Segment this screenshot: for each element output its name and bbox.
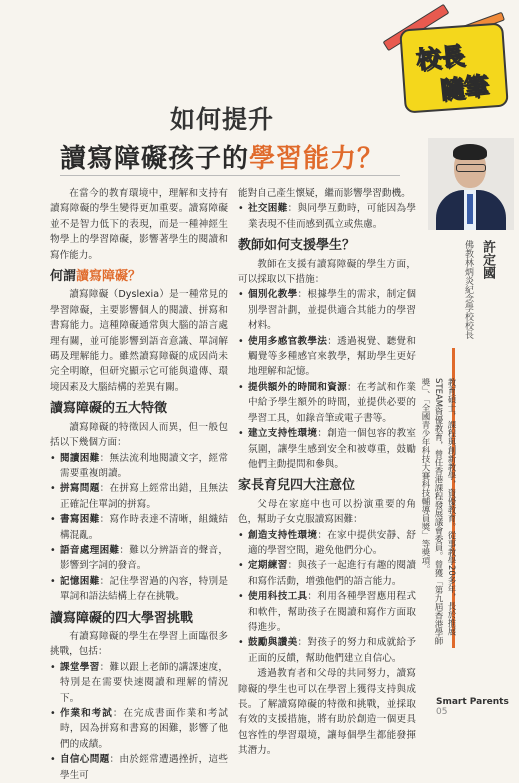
item-label: 閱讀困難 [60, 452, 100, 464]
list-item [50, 481, 228, 512]
item-label: 社交困難 [248, 203, 288, 215]
list-item [238, 426, 416, 472]
item-label: 使用科技工具 [248, 591, 308, 603]
challenges-list [50, 660, 228, 783]
list-item [50, 574, 228, 605]
section-heading-teachers [238, 238, 416, 253]
item-text: ：利用各種學習應用程式和軟件，幫助孩子在閱讀和寫作方面取得進步。 [248, 591, 417, 633]
continued-text: 能對自己產生懷疑，繼而影響學習動機。 [238, 188, 411, 199]
magazine-name: Smart Parents [436, 697, 509, 707]
item-text: ：在家中提供安靜、舒適的學習空間，避免他們分心。 [248, 529, 417, 556]
item-label: 課堂學習 [60, 661, 100, 673]
heading-highlight: 四大注意位 [290, 478, 356, 494]
badge-text-line2: 隨筆 [438, 71, 490, 105]
item-text: ：透過視覺、聽覺和觸覺等多種感官來教學，幫助學生更好地理解和記憶。 [248, 335, 416, 378]
item-text: ：難以分辨語音的聲音，影響到字詞的發音。 [60, 544, 229, 572]
item-label: 鼓勵與讚美 [248, 637, 298, 649]
intro-paragraph: 在當今的教育環境中，理解和支持有讀寫障礙的學生變得更加重要。讀寫障礙並不是智力低下的表現，而是一種神經生物學上的學習障礙，影響著學生的閱讀和寫作能力。 [50, 188, 228, 261]
heading-prefix: 教師如何 [238, 238, 291, 254]
list-item [238, 380, 416, 426]
item-label: 創造支持性環境 [248, 529, 318, 541]
list-item [238, 201, 416, 232]
section-heading-challenges [50, 611, 228, 626]
item-text: ：記住學習過的內容，特別是單詞和語法結構上存在挑戰。 [60, 575, 229, 603]
list-item [50, 660, 228, 706]
item-text: ：難以跟上老師的講課速度，特別是在需要快速閱讀和理解的情況下。 [60, 661, 229, 704]
author-title: 佛教林炳炎紀念學校校長 [463, 240, 473, 339]
section-heading-features [50, 401, 228, 416]
badge-text-line1: 校長 [414, 41, 466, 75]
list-item [238, 635, 416, 666]
item-text: ：在拼寫上經常出錯，且無法正確記住單詞的拼寫。 [60, 483, 229, 510]
article-column-1 [50, 186, 228, 783]
features-intro: 讀寫障礙的特徵因人而異，但一般包括以下幾個方面： [50, 421, 228, 449]
list-item [50, 512, 228, 543]
section-heading-parents [238, 478, 416, 493]
closing-paragraph: 透過教育者和父母的共同努力，讀寫障礙的學生也可以在學習上獲得支持與成長。了解讀寫障礙的特徵和挑戰，並採取有效的支援措施，將有助於創造一個更具包容性的學習環境，讓每個學生都能發揮其潛力。 [238, 668, 416, 757]
heading-prefix: 何謂 [50, 269, 77, 285]
title-prefix: 讀寫障礙孩子的 [60, 144, 250, 174]
list-item [238, 287, 416, 333]
item-text: ：在考試和作業中給予學生額外的時間，並提供必要的學習工具，如錄音筆或電子書等。 [248, 381, 417, 424]
item-label: 作業和考試 [60, 708, 113, 719]
heading-prefix: 讀寫障礙的 [50, 610, 116, 626]
page-footer [436, 697, 519, 717]
author-bio: 教育碩士，課程與創新教學，資優教育。從事教學20多年，長於推展STEAM資優教育，曾任香港課程發展議會委員。曾獲「第九屆香港學師獎」、「全國青少年科技大賽科技輔導員獎」等獎項。 [420, 378, 456, 646]
item-label: 書寫困難 [60, 514, 100, 526]
item-label: 記憶困難 [60, 575, 100, 587]
article-title-line1: 如何提升 [170, 105, 275, 134]
item-label: 使用多感官教學法 [248, 335, 328, 347]
heading-highlight: 五大特徵 [115, 401, 168, 417]
item-label: 提供額外的時間和資源 [248, 381, 348, 393]
item-text: ：創造一個包容的教室氛圍，讓學生感到安全和被尊重，鼓勵他們主動提問和參與。 [248, 428, 417, 470]
item-label: 語音處理困難 [60, 544, 120, 556]
item-label: 建立支持性環境 [248, 428, 318, 440]
item-label: 個別化教學 [248, 289, 298, 301]
photo-tie [467, 194, 473, 224]
heading-prefix: 讀寫障礙的 [50, 401, 116, 417]
column-badge [396, 20, 508, 112]
heading-highlight: 讀寫障礙？ [76, 269, 142, 285]
parents-intro: 父母在家庭中也可以扮演重要的角色，幫助子女克服讀寫困難： [238, 498, 416, 526]
social-list [238, 201, 416, 232]
list-item [50, 752, 228, 783]
heading-prefix: 家長育兒 [238, 478, 291, 494]
item-text: ：寫作時表達不清晰，組織結構混亂。 [60, 514, 229, 541]
features-list [50, 451, 228, 605]
list-item [238, 589, 416, 635]
item-label: 自信心問題 [60, 754, 110, 766]
item-text: ：在完成書面作業和考試時，因為拼寫和書寫的困難，影響了他們的成績。 [60, 708, 229, 750]
item-text: ：無法流利地閱讀文字，經常需要重複朗讀。 [60, 452, 229, 479]
page-number: 05 [436, 707, 448, 717]
item-text: ：對孩子的努力和成就給予正面的反饋，幫助他們建立自信心。 [248, 637, 417, 664]
article-title-line2 [60, 138, 384, 175]
challenges-intro: 有讀寫障礙的學生在學習上面臨很多挑戰，包括： [50, 630, 228, 658]
list-item [50, 451, 228, 482]
list-item [238, 334, 416, 380]
list-item [50, 543, 228, 574]
item-text: ：與孩子一起進行有趣的閱讀和寫作活動，增強他們的語言能力。 [248, 560, 417, 587]
article-column-2 [238, 186, 416, 759]
definition-paragraph: 讀寫障礙（Dyslexia）是一種常見的學習障礙，主要影響個人的閱讀、拼寫和書寫能力。這種障礙通常與大腦的語言處理有關，並可能影響到語音意識、單詞解碼及理解能力。雖然讀寫障礙的成因尚未完全明瞭，但研究顯示它可能與遺傳、環境因素及大腦結構的差異有關。 [50, 289, 228, 393]
teachers-intro: 教師在支援有讀寫障礙的學生方面，可以採取以下措施： [238, 258, 416, 286]
item-label: 拼寫問題 [60, 483, 100, 495]
photo-glasses [456, 164, 486, 172]
author-photo [428, 138, 514, 230]
list-item [238, 528, 416, 559]
list-item [238, 558, 416, 589]
author-name: 許定國 [480, 240, 495, 279]
teacher-list [238, 287, 416, 472]
item-text: ：根據學生的需求，制定個別學習計劃，並提供適合其能力的學習材料。 [248, 289, 417, 332]
item-text: ：與同學互動時，可能因為學業表現不佳而感到孤立或焦慮。 [248, 203, 417, 230]
item-text: ：由於經常遭遇挫折，這些學生可 [60, 754, 229, 781]
parent-list [238, 528, 416, 667]
list-item [50, 706, 228, 752]
title-highlight: 學習能力？ [249, 144, 385, 174]
title-divider [60, 175, 400, 176]
photo-hair [453, 144, 487, 160]
heading-highlight: 四大學習挑戰 [115, 610, 194, 626]
heading-highlight: 支援學生？ [290, 238, 356, 254]
section-heading-what-is [50, 269, 228, 284]
item-label: 定期練習 [248, 560, 288, 572]
